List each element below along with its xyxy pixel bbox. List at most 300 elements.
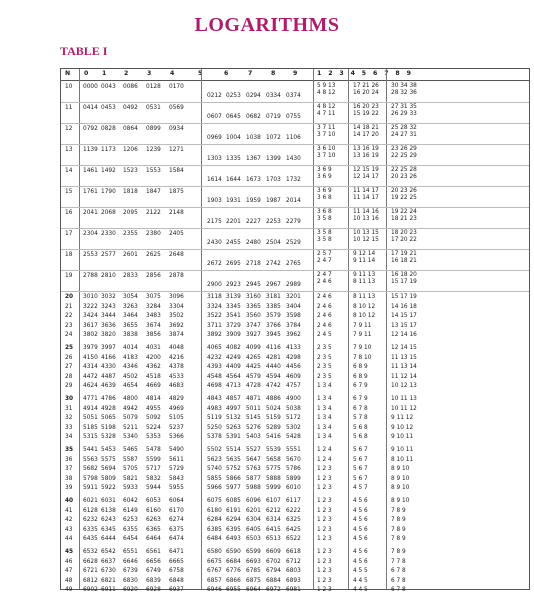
column-divider: [386, 69, 387, 589]
mantissa-cell: 5465: [123, 447, 138, 453]
mean-diff-cell: 12 14 15: [391, 345, 417, 351]
mantissa-cell: 5682: [83, 466, 98, 473]
mean-diff-cell: 19 22 25: [391, 195, 417, 201]
mean-diff-cell: 10 13 16: [353, 216, 379, 222]
mantissa-cell: 3010: [83, 294, 98, 300]
row-divider: [61, 207, 529, 208]
mantissa-cell: 4654: [123, 383, 138, 390]
mantissa-cell: 6345: [101, 526, 116, 533]
mantissa-cell: 2529: [286, 240, 301, 246]
row-number: 18: [65, 252, 73, 258]
mean-diff-cell: 3 6 9: [317, 188, 332, 194]
mean-diff-cell: 16 20 24: [353, 90, 379, 96]
mean-diff-cell: 7 8 9: [391, 526, 406, 533]
mean-diff-cell: 8 9 10: [391, 475, 410, 482]
mantissa-cell: 5224: [146, 424, 161, 431]
row-divider: [61, 270, 529, 271]
mantissa-cell: 6937: [169, 587, 184, 594]
mantissa-cell: 6794: [266, 568, 281, 575]
mantissa-cell: 6803: [286, 568, 301, 575]
header-col-3: 3: [147, 70, 152, 77]
mantissa-cell: 4065: [207, 345, 222, 351]
mantissa-cell: 4800: [123, 396, 138, 402]
mantissa-cell: 0212: [207, 93, 222, 99]
mantissa-cell: 5635: [226, 456, 241, 463]
mantissa-cell: 4624: [83, 383, 98, 390]
mantissa-cell: 1492: [101, 168, 116, 174]
mean-diff-cell: 9 10 12: [391, 424, 414, 431]
mantissa-cell: 4378: [169, 364, 184, 371]
mean-diff-cell: 4 8 12: [317, 90, 336, 96]
table-header: [61, 69, 529, 81]
mantissa-cell: 6580: [207, 549, 222, 555]
mantissa-cell: 3181: [266, 294, 281, 300]
mantissa-cell: 4099: [246, 345, 261, 351]
mantissa-cell: 5527: [246, 447, 261, 453]
mantissa-cell: 3598: [286, 313, 301, 320]
mantissa-cell: 6212: [266, 507, 281, 514]
mantissa-cell: 5877: [246, 475, 261, 482]
mantissa-cell: 6767: [207, 568, 222, 575]
header-col-5: 5: [198, 70, 203, 77]
mantissa-cell: 5786: [286, 466, 301, 473]
mantissa-cell: 5065: [101, 415, 116, 422]
mantissa-cell: 6928: [146, 587, 161, 594]
mean-diff-cell: 5 6 7: [353, 447, 368, 453]
mean-diff-cell: 17 21 26: [353, 83, 379, 89]
mantissa-cell: 4265: [246, 354, 261, 361]
mantissa-cell: 2672: [207, 261, 222, 267]
mantissa-cell: 2355: [123, 231, 138, 237]
mantissa-cell: 6532: [83, 549, 98, 555]
mean-diff-cell: 7 9 10: [353, 345, 372, 351]
mantissa-cell: 2989: [286, 282, 301, 288]
mantissa-cell: 5302: [286, 424, 301, 431]
mantissa-cell: 3541: [226, 313, 241, 320]
mean-diff-cell: 26 29 33: [391, 111, 417, 117]
mantissa-cell: 4409: [226, 364, 241, 371]
mantissa-cell: 5038: [286, 405, 301, 412]
mantissa-cell: 2227: [246, 219, 261, 225]
mantissa-cell: 3874: [169, 332, 184, 339]
mantissa-cell: 5798: [83, 475, 98, 482]
mantissa-cell: 3997: [101, 345, 116, 351]
mantissa-cell: 5276: [246, 424, 261, 431]
row-number: 37: [65, 466, 73, 473]
mean-diff-cell: 1 2 3: [317, 475, 332, 482]
mantissa-cell: 2175: [207, 219, 222, 225]
mean-diff-cell: 3 5 8: [317, 216, 332, 222]
row-number: 47: [65, 568, 73, 575]
mean-diff-cell: 4 4 5: [353, 577, 368, 584]
mean-diff-cell: 1 2 3: [317, 577, 332, 584]
mantissa-cell: 6875: [246, 577, 261, 584]
mean-diff-cell: 11 13 14: [391, 364, 417, 371]
mantissa-cell: 3444: [101, 313, 116, 320]
mantissa-cell: 4393: [207, 364, 222, 371]
mantissa-cell: 6785: [246, 568, 261, 575]
mantissa-cell: 0934: [169, 126, 184, 132]
mantissa-cell: 2014: [286, 198, 301, 204]
row-number: 38: [65, 475, 73, 482]
mantissa-cell: 6693: [246, 558, 261, 565]
mean-diff-cell: 7 8 9: [391, 536, 406, 543]
mantissa-cell: 3962: [286, 332, 301, 339]
mantissa-cell: 6972: [266, 587, 281, 594]
mean-diff-cell: 13 15 17: [391, 322, 417, 329]
mantissa-cell: 4249: [226, 354, 241, 361]
mantissa-cell: 6253: [123, 517, 138, 524]
mantissa-cell: 1614: [207, 177, 222, 183]
header-col-8: 8: [271, 70, 276, 77]
mantissa-cell: 3655: [123, 322, 138, 329]
mantissa-cell: 0899: [146, 126, 161, 132]
mantissa-cell: 0128: [146, 84, 161, 90]
row-number: 48: [65, 577, 73, 584]
mantissa-cell: 3032: [101, 294, 116, 300]
mean-diff-cell: 5 6 8: [353, 434, 368, 441]
mantissa-cell: 4594: [266, 373, 281, 380]
mantissa-cell: 5453: [101, 447, 116, 453]
mantissa-cell: 6702: [266, 558, 281, 565]
mantissa-cell: 6435: [83, 536, 98, 543]
mean-diff-cell: 9 11 12: [391, 415, 414, 422]
mantissa-cell: 2577: [101, 252, 116, 258]
mean-diff-cell: 4 5 7: [353, 485, 368, 492]
mantissa-cell: 4757: [286, 383, 301, 390]
mantissa-cell: 5119: [207, 415, 222, 422]
mantissa-cell: 0719: [266, 114, 281, 120]
mantissa-cell: 4609: [286, 373, 301, 380]
mantissa-cell: 6117: [286, 498, 301, 504]
mantissa-cell: 1523: [123, 168, 138, 174]
mantissa-cell: 3385: [266, 303, 281, 310]
mantissa-cell: 6415: [266, 526, 281, 533]
column-divider: [201, 69, 202, 589]
mantissa-cell: 5575: [101, 456, 116, 463]
mean-diff-cell: 6 7 9: [353, 383, 368, 390]
mantissa-cell: 0170: [169, 84, 184, 90]
mantissa-cell: 6749: [146, 568, 161, 575]
mantissa-cell: 6656: [146, 558, 161, 565]
mean-diff-cell: 18 20 23: [391, 230, 417, 236]
mantissa-cell: 6628: [83, 558, 98, 565]
mantissa-cell: 6170: [169, 507, 184, 514]
row-number: 26: [65, 354, 73, 361]
mantissa-cell: 0607: [207, 114, 222, 120]
mantissa-cell: 4472: [83, 373, 98, 380]
mantissa-cell: 6085: [226, 498, 241, 504]
header-diff-5: 5: [361, 70, 367, 77]
mantissa-cell: 3118: [207, 294, 222, 300]
mantissa-cell: 6830: [123, 577, 138, 584]
mantissa-cell: 3160: [246, 294, 261, 300]
mantissa-cell: 6551: [123, 549, 138, 555]
mantissa-cell: 5263: [226, 424, 241, 431]
mantissa-cell: 4639: [101, 383, 116, 390]
mantissa-cell: 2122: [146, 210, 161, 216]
mantissa-cell: 1106: [286, 135, 301, 141]
mantissa-cell: 4183: [123, 354, 138, 361]
mean-diff-cell: 3 7 11: [317, 125, 336, 131]
row-number: 28: [65, 373, 73, 380]
mean-diff-cell: 1 2 3: [317, 507, 332, 514]
mantissa-cell: 2068: [101, 210, 116, 216]
mean-diff-cell: 3 7 10: [317, 153, 336, 159]
mantissa-cell: 6294: [226, 517, 241, 524]
mantissa-cell: 4900: [286, 396, 301, 402]
row-number: 44: [65, 536, 73, 543]
row-number: 42: [65, 517, 73, 524]
mantissa-cell: 6444: [101, 536, 116, 543]
mantissa-cell: 4298: [286, 354, 301, 361]
mantissa-cell: 5922: [101, 485, 116, 492]
mean-diff-cell: 14 16 18: [391, 303, 417, 310]
mean-diff-cell: 23 26 29: [391, 146, 417, 152]
mean-diff-cell: 3 6 9: [317, 174, 332, 180]
mantissa-cell: 6758: [169, 568, 184, 575]
row-divider: [61, 123, 529, 124]
mantissa-cell: 5740: [207, 466, 222, 473]
mean-diff-cell: 8 9 10: [391, 498, 410, 504]
mantissa-cell: 4669: [146, 383, 161, 390]
mantissa-cell: 2253: [266, 219, 281, 225]
mantissa-cell: 5289: [266, 424, 281, 431]
mantissa-cell: 6243: [101, 517, 116, 524]
mantissa-cell: 2330: [101, 231, 116, 237]
mantissa-cell: 6138: [101, 507, 116, 514]
mantissa-cell: 5977: [226, 485, 241, 492]
mantissa-cell: 6232: [83, 517, 98, 524]
mantissa-cell: 5694: [101, 466, 116, 473]
header-col-2: 2: [124, 70, 129, 77]
mean-diff-cell: 4 5 6: [353, 517, 368, 524]
row-number: 27: [65, 364, 73, 371]
mantissa-cell: 3674: [146, 322, 161, 329]
mantissa-cell: 4518: [146, 373, 161, 380]
mantissa-cell: 6385: [207, 526, 222, 533]
mean-diff-cell: 9 10 11: [391, 434, 414, 441]
mantissa-cell: 6893: [286, 577, 301, 584]
mean-diff-cell: 16 18 21: [391, 258, 417, 264]
mantissa-cell: 6776: [226, 568, 241, 575]
mantissa-cell: 5490: [169, 447, 184, 453]
mantissa-cell: 4771: [83, 396, 98, 402]
mean-diff-cell: 17 20 22: [391, 237, 417, 243]
mantissa-cell: 2765: [286, 261, 301, 267]
mantissa-cell: 1673: [246, 177, 261, 183]
mean-diff-cell: 20 23 26: [391, 174, 417, 180]
mantissa-cell: 5539: [266, 447, 281, 453]
mantissa-cell: 5647: [246, 456, 261, 463]
mantissa-cell: 1732: [286, 177, 301, 183]
mantissa-cell: 2380: [146, 231, 161, 237]
mean-diff-cell: 7 8 9: [391, 517, 406, 524]
mean-diff-cell: 1 2 3: [317, 526, 332, 533]
row-number: 46: [65, 558, 73, 565]
mantissa-cell: 5353: [146, 434, 161, 441]
mean-diff-cell: 5 6 8: [353, 424, 368, 431]
mantissa-cell: 2553: [83, 252, 98, 258]
mantissa-cell: 3324: [207, 303, 222, 310]
mantissa-cell: 5899: [286, 475, 301, 482]
mantissa-cell: 5079: [123, 415, 138, 422]
mantissa-cell: 1761: [83, 189, 98, 195]
mean-diff-cell: 14 15 17: [391, 313, 417, 320]
mantissa-cell: 6911: [101, 587, 116, 594]
mean-diff-cell: 4 4 5: [353, 587, 368, 594]
mantissa-cell: 6395: [226, 526, 241, 533]
mean-diff-cell: 24 27 31: [391, 132, 417, 138]
mantissa-cell: 3784: [286, 322, 301, 329]
mantissa-cell: 1553: [146, 168, 161, 174]
column-divider: [313, 69, 314, 589]
mantissa-cell: 5888: [266, 475, 281, 482]
mantissa-cell: 6375: [169, 526, 184, 533]
mean-diff-cell: 1 3 4: [317, 434, 332, 441]
mantissa-cell: 6712: [286, 558, 301, 565]
mean-diff-cell: 1 2 3: [317, 536, 332, 543]
mean-diff-cell: 1 2 3: [317, 558, 332, 565]
mean-diff-cell: 7 8 9: [391, 507, 406, 514]
row-number: 35: [65, 447, 74, 453]
mantissa-cell: 6042: [123, 498, 138, 504]
mean-diff-cell: 8 9 10: [391, 485, 410, 492]
mantissa-cell: 5752: [226, 466, 241, 473]
mantissa-cell: 3636: [101, 322, 116, 329]
mean-diff-cell: 16 18 20: [391, 272, 417, 278]
mantissa-cell: 4683: [169, 383, 184, 390]
mantissa-cell: 0682: [246, 114, 261, 120]
mean-diff-cell: 1 2 3: [317, 568, 332, 575]
mantissa-cell: 3424: [83, 313, 98, 320]
mean-diff-cell: 9 11 13: [353, 272, 376, 278]
mantissa-cell: 3263: [123, 303, 138, 310]
mantissa-cell: 0086: [123, 84, 138, 90]
row-number: 30: [65, 396, 74, 402]
mantissa-cell: 6730: [101, 568, 116, 575]
mean-diff-cell: 2 4 5: [317, 332, 332, 339]
row-number: 39: [65, 485, 73, 492]
mantissa-cell: 3560: [246, 313, 261, 320]
header-col-4: 4: [170, 70, 175, 77]
mantissa-cell: 1004: [226, 135, 241, 141]
mantissa-cell: 4829: [169, 396, 184, 402]
mantissa-cell: 5340: [123, 434, 138, 441]
mantissa-cell: 4914: [83, 405, 98, 412]
mantissa-cell: 5911: [83, 485, 98, 492]
header-col-7: 7: [248, 70, 253, 77]
mantissa-cell: 1335: [226, 156, 241, 162]
mantissa-cell: 4843: [207, 396, 222, 402]
mantissa-cell: 3838: [123, 332, 138, 339]
mantissa-cell: 5198: [101, 424, 116, 431]
mantissa-cell: 2455: [226, 240, 241, 246]
mantissa-cell: 5237: [169, 424, 184, 431]
mean-diff-cell: 14 18 21: [353, 125, 379, 131]
mantissa-cell: 3522: [207, 313, 222, 320]
mantissa-cell: 5502: [207, 447, 222, 453]
mantissa-cell: 3075: [146, 294, 161, 300]
mantissa-cell: 6981: [286, 587, 301, 594]
mantissa-cell: 4698: [207, 383, 222, 390]
mantissa-cell: 2810: [101, 273, 116, 279]
mantissa-cell: 5763: [246, 466, 261, 473]
mean-diff-cell: 8 10 12: [353, 313, 376, 320]
mantissa-cell: 6821: [101, 577, 116, 584]
header-col-0: 0: [84, 70, 89, 77]
mantissa-cell: 1875: [169, 189, 184, 195]
mean-diff-cell: 19 22 24: [391, 209, 417, 215]
header-col-6: 6: [224, 70, 229, 77]
mantissa-cell: 6561: [146, 549, 161, 555]
mean-diff-cell: 6 7 8: [391, 568, 406, 575]
mantissa-cell: 6405: [246, 526, 261, 533]
mantissa-cell: 6010: [286, 485, 301, 492]
mean-diff-cell: 6 8 9: [353, 373, 368, 380]
mean-diff-cell: 13 16 19: [353, 153, 379, 159]
row-divider: [61, 165, 529, 166]
mantissa-cell: 6053: [146, 498, 161, 504]
mean-diff-cell: 4 5 6: [353, 507, 368, 514]
row-number: 31: [65, 405, 73, 412]
mean-diff-cell: 4 5 6: [353, 536, 368, 543]
mantissa-cell: 0569: [169, 105, 184, 111]
mantissa-cell: 6222: [286, 507, 301, 514]
mantissa-cell: 6955: [226, 587, 241, 594]
mantissa-cell: 6721: [83, 568, 98, 575]
mantissa-cell: 5988: [246, 485, 261, 492]
mantissa-cell: 4014: [123, 345, 138, 351]
mean-diff-cell: 3 5 8: [317, 230, 332, 236]
mantissa-cell: 6522: [286, 536, 301, 543]
mean-diff-cell: 10 13 15: [353, 230, 379, 236]
mantissa-cell: 4814: [146, 396, 161, 402]
mantissa-cell: 1790: [101, 189, 116, 195]
mantissa-cell: 0043: [101, 84, 116, 90]
mantissa-cell: 5855: [207, 475, 222, 482]
table-subtitle: TABLE I: [60, 44, 108, 58]
mantissa-cell: 3483: [146, 313, 161, 320]
mean-diff-cell: 1 2 3: [317, 587, 332, 594]
mantissa-cell: 3617: [83, 322, 98, 329]
mantissa-cell: 6920: [123, 587, 138, 594]
mantissa-cell: 6675: [207, 558, 222, 565]
mantissa-cell: 3766: [266, 322, 281, 329]
row-number: 25: [65, 345, 74, 351]
mantissa-cell: 1367: [246, 156, 261, 162]
mantissa-cell: 1959: [246, 198, 261, 204]
mean-diff-cell: 4 5 6: [353, 526, 368, 533]
mantissa-cell: 5328: [101, 434, 116, 441]
mantissa-cell: 5955: [169, 485, 184, 492]
mantissa-cell: 5159: [266, 415, 281, 422]
mean-diff-cell: 4 5 6: [353, 558, 368, 565]
mean-diff-cell: 1 2 3: [317, 485, 332, 492]
mantissa-cell: 5843: [169, 475, 184, 482]
mean-diff-cell: 11 14 16: [353, 209, 379, 215]
mantissa-cell: 4150: [83, 354, 98, 361]
mantissa-cell: 1931: [226, 198, 241, 204]
mantissa-cell: 4564: [226, 373, 241, 380]
mantissa-cell: 6325: [286, 517, 301, 524]
mantissa-cell: 1644: [226, 177, 241, 183]
row-number: 20: [65, 294, 74, 300]
header-col-9: 9: [293, 70, 298, 77]
mantissa-cell: 6284: [207, 517, 222, 524]
mantissa-cell: 1303: [207, 156, 222, 162]
mean-diff-cell: 2 3 5: [317, 373, 332, 380]
